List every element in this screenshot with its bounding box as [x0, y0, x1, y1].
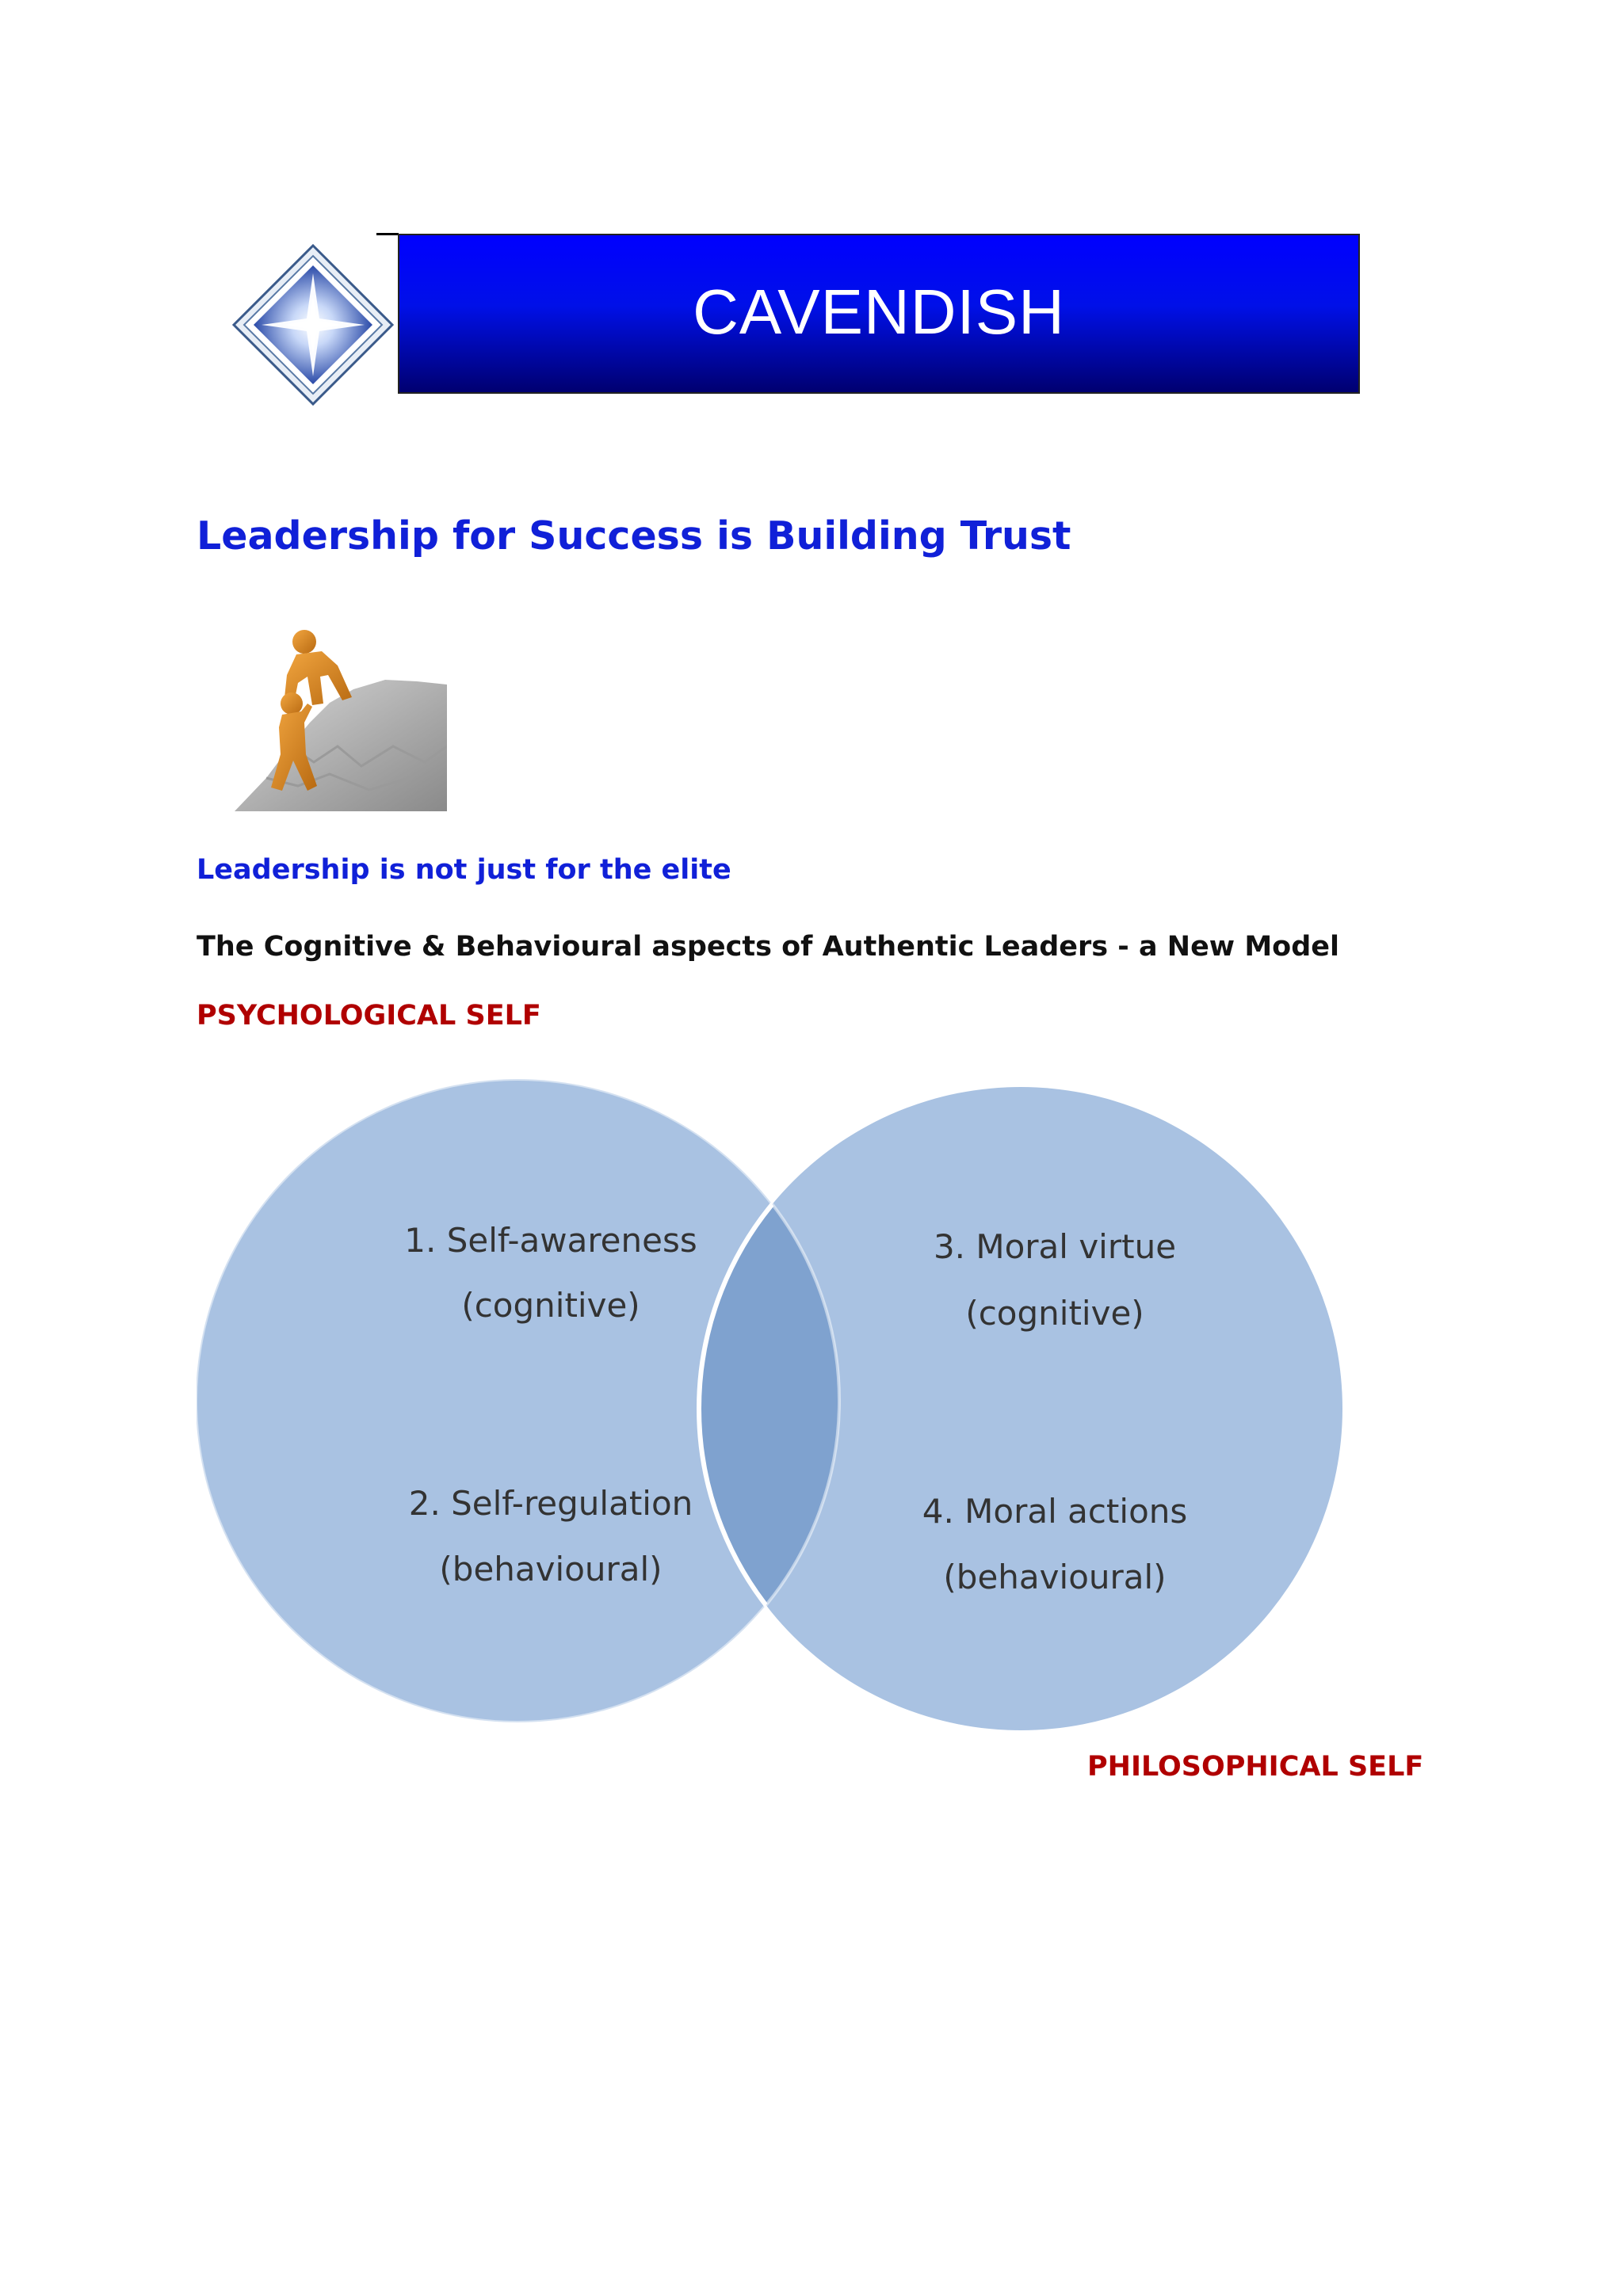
- brand-title: CAVENDISH: [693, 277, 1065, 347]
- diamond-star-logo-icon: [230, 242, 396, 408]
- venn-item-2-type: (behavioural): [439, 1550, 663, 1589]
- model-subtitle: The Cognitive & Behavioural aspects of Authentic Leaders - a New Model: [197, 931, 1339, 963]
- venn-item-4-title: 4. Moral actions: [922, 1492, 1188, 1531]
- philosophical-self-label: PHILOSOPHICAL SELF: [1087, 1751, 1424, 1783]
- climbing-figures-icon: [235, 627, 447, 811]
- venn-item-4-type: (behavioural): [943, 1558, 1167, 1596]
- brand-banner: [398, 234, 1360, 394]
- venn-diagram: [197, 1062, 1377, 1759]
- venn-item-2-title: 2. Self-regulation: [408, 1484, 693, 1523]
- banner-accent-line: [376, 233, 399, 235]
- venn-item-3-title: 3. Moral virtue: [933, 1227, 1177, 1266]
- venn-item-3-type: (cognitive): [965, 1294, 1144, 1333]
- tagline: Leadership is not just for the elite: [197, 854, 731, 886]
- page-title: Leadership for Success is Building Trust: [197, 513, 1071, 559]
- psychological-self-label: PSYCHOLOGICAL SELF: [197, 1000, 541, 1032]
- venn-item-1-type: (cognitive): [461, 1286, 640, 1325]
- venn-item-1-title: 1. Self-awareness: [404, 1221, 697, 1260]
